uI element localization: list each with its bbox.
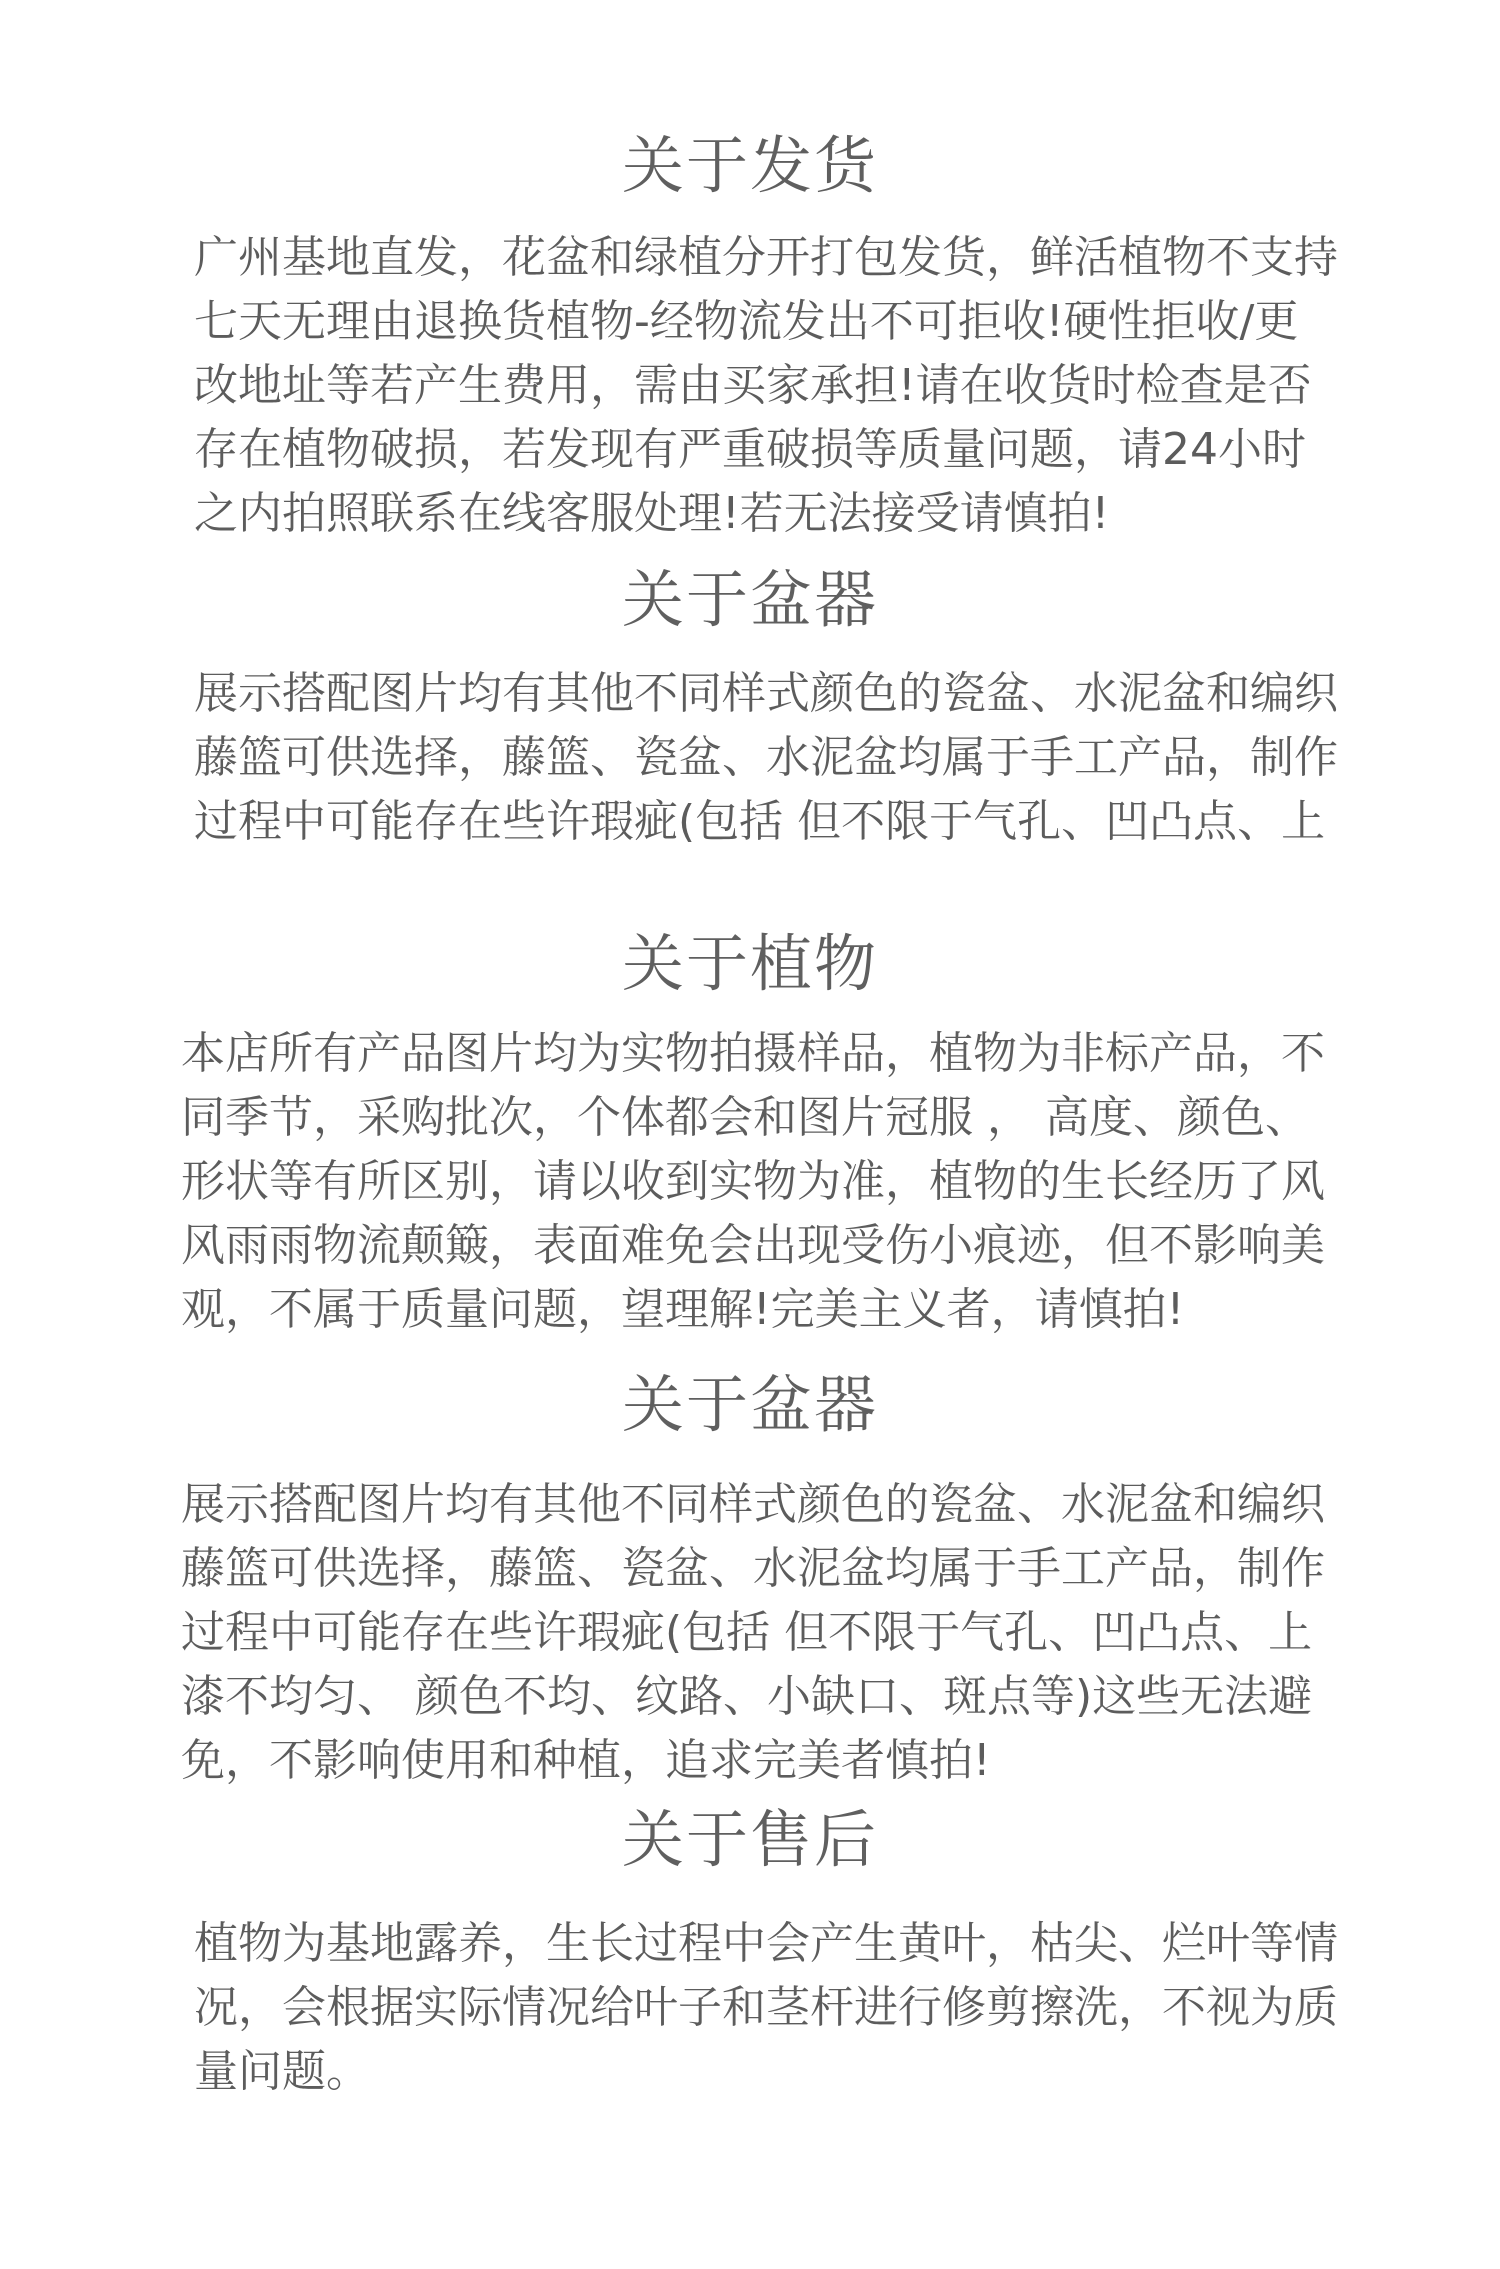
- section-text-pots: [194, 662, 1338, 854]
- section-title-after-sales: 关于售后: [621, 1803, 878, 1876]
- section-title-shipping: 关于发货: [621, 129, 878, 202]
- section-text-after-sales: [194, 1912, 1338, 2104]
- text-line: 展示搭配图片均有其他不同样式颜色的瓷盆、水泥盆和编织: [194, 668, 1338, 719]
- text-line: 藤篮可供选择，藤篮、瓷盆、水泥盆均属于手工产品，制作: [194, 732, 1338, 783]
- section-text-shipping: [194, 226, 1338, 546]
- text-line: 展示搭配图片均有其他不同样式颜色的瓷盆、水泥盆和编织: [181, 1479, 1325, 1530]
- section-text-plants: [181, 1022, 1325, 1342]
- section-title-pots-2: 关于盆器: [621, 1368, 878, 1441]
- text-line: 七天无理由退换货植物-经物流发出不可拒收!硬性拒收/更: [194, 296, 1299, 347]
- text-line: 过程中可能存在些许瑕疵(包括 但不限于气孔、凹凸点、上: [194, 796, 1326, 847]
- text-line: 过程中可能存在些许瑕疵(包括 但不限于气孔、凹凸点、上: [181, 1607, 1313, 1658]
- text-line: 漆不均匀、 颜色不均、纹路、小缺口、斑点等)这些无法避: [181, 1671, 1313, 1722]
- text-line: 量问题。: [194, 2046, 370, 2097]
- text-line: 本店所有产品图片均为实物拍摄样品，植物为非标产品，不: [181, 1028, 1325, 1079]
- text-line: 存在植物破损，若发现有严重破损等质量问题，请24小时: [194, 424, 1306, 475]
- text-line: 之内拍照联系在线客服处理!若无法接受请慎拍!: [194, 488, 1110, 539]
- text-line: 况，会根据实际情况给叶子和茎杆进行修剪擦洗，不视为质: [194, 1982, 1338, 2033]
- section-title-pots: 关于盆器: [621, 563, 878, 636]
- text-line: 改地址等若产生费用，需由买家承担!请在收货时检查是否: [194, 360, 1312, 411]
- text-line: 植物为基地露养，生长过程中会产生黄叶，枯尖、烂叶等情: [194, 1918, 1338, 1969]
- section-title-plants: 关于植物: [621, 927, 878, 1000]
- text-line: 观，不属于质量问题，望理解!完美主义者，请慎拍!: [181, 1284, 1185, 1335]
- section-text-pots-2: [181, 1473, 1325, 1793]
- text-line: 免，不影响使用和种植，追求完美者慎拍!: [181, 1735, 991, 1786]
- text-line: 广州基地直发，花盆和绿植分开打包发货，鲜活植物不支持: [194, 232, 1338, 283]
- text-line: 同季节，采购批次，个体都会和图片冠服 ， 高度、颜色、: [181, 1092, 1309, 1143]
- text-line: 风雨雨物流颠簸，表面难免会出现受伤小痕迹，但不影响美: [181, 1220, 1325, 1271]
- text-line: 藤篮可供选择，藤篮、瓷盆、水泥盆均属于手工产品，制作: [181, 1543, 1325, 1594]
- text-line: 形状等有所区别，请以收到实物为准，植物的生长经历了风: [181, 1156, 1325, 1207]
